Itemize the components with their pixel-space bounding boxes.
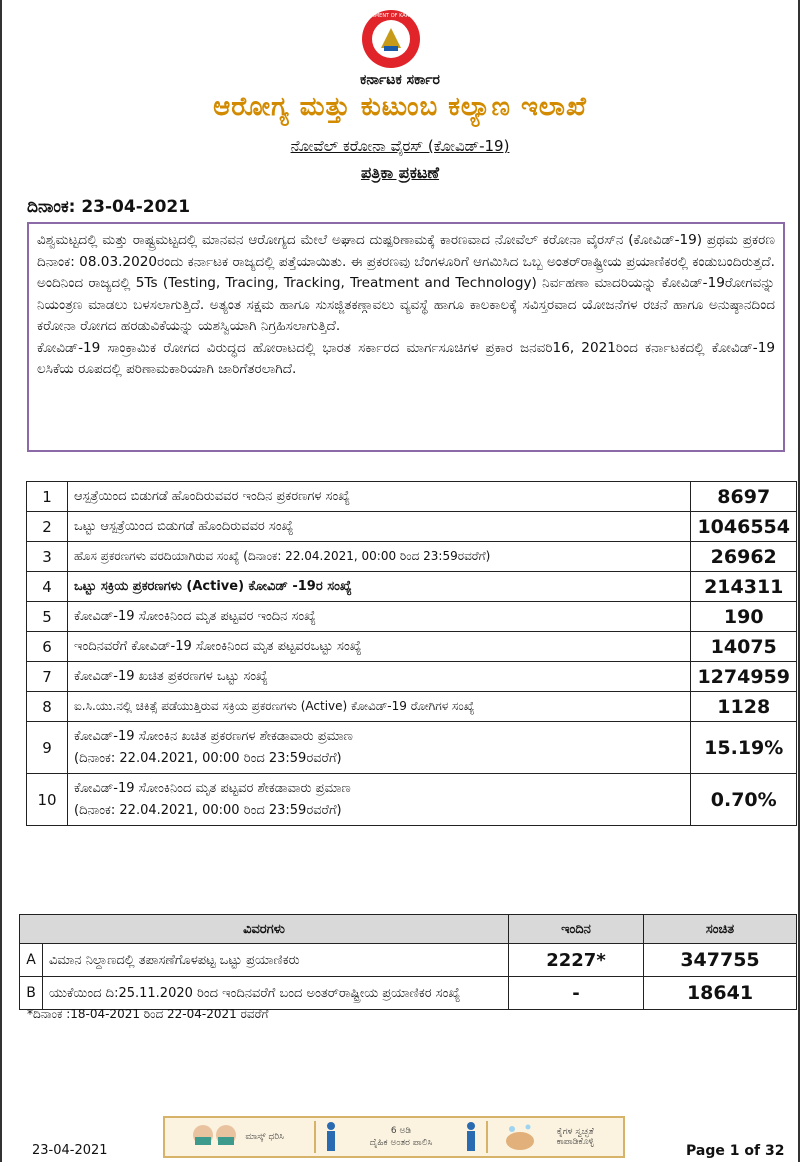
row-label-line-1: ಕೋವಿಡ್-19 ಸೋಂಕಿನ ಖಚಿತ ಪ್ರಕರಣಗಳ ಶೇಕಡಾವಾರು ಪ್ರಮಾಣ [74,728,353,744]
row-label: ಹೊಸ ಪ್ರಕರಣಗಳು ವರದಿಯಾಗಿರುವ ಸಂಖ್ಯೆ (ದಿನಾಂಕ: 22.04.2021, 00:00 ರಿಂದ 23:59ರವರೆಗೆ) [68,542,691,572]
stats-row [27,632,797,662]
row-value: 214311 [691,572,797,602]
stats-row [27,542,797,572]
airport-footnote: *ದಿನಾಂಕ :18-04-2021 ರಿಂದ 22-04-2021 ರವರೆಗೆ [27,1007,269,1021]
handwash-segment [488,1118,623,1156]
row-label-line-1: ಕೋವಿಡ್-19 ಸೋಂಕಿನಿಂದ ಮೃತ ಪಟ್ಟವರ ಶೇಕಡಾವಾರು ಪ್ರಮಾಣ [74,780,351,796]
row-label: ಇಂದಿನವರೆಗೆ ಕೋವಿಡ್-19 ಸೋಂಕಿನಿಂದ ಮೃತ ಪಟ್ಟವರಒಟ್ಟು ಸಂಖ್ಯೆ [68,632,691,662]
handwash-label: ಕೈಗಳ ಸ್ವಚ್ಛತೆ ಕಾಪಾಡಿಕೊಳ್ಳಿ [556,1127,595,1147]
airport-screening-table [19,914,797,1010]
row-total: 347755 [644,944,797,977]
row-today: 2227* [509,944,644,977]
row-value: 1046554 [691,512,797,542]
intro-paragraph-1: ವಿಶ್ವಮಟ್ಟದಲ್ಲಿ ಮತ್ತು ರಾಷ್ಟ್ರಮಟ್ಟದಲ್ಲಿ ಮಾನವನ ಆರೋಗ್ಯದ ಮೇಲೆ ಅಘಾದ ದುಷ್ಪರಿಣಾಮಕ್ಕೆ ಕಾರಣವಾದ ನೋವೆಲ್ ಕರೋನಾ ವೈರಸ್‌ನ (ಕೋವಿಡ್-19) ಪ್ರಥಮ ಪ್ರಕರಣ ದಿನಾಂಕ: 08.03.2020ರಂದು ಕರ್ನಾಟಕ ರಾಜ್ಯದಲ್ಲಿ ಪತ್ತೆಯಾಯಿತು. ಈ ಪ್ರಕರಣವು ಬೆಂಗಳೂರಿಗೆ ಆಗಮಿಸಿದ ಒಬ್ಬ ಅಂತರ್‌ರಾಷ್ಟ್ರೀಯ ಪ್ರಯಾಣಿಕರಲ್ಲಿ ಕಂಡುಬಂದಿರುತ್ತದೆ. ಅಂದಿನಿಂದ ರಾಜ್ಯದಲ್ಲಿ 5Ts (Testing, Tracing, Tracking, Treatment and Technology) ನಿರ್ವಹಣಾ ಮಾದರಿಯನ್ನು ಕೋವಿಡ್-19ರೋಗವನ್ನು ನಿಯಂತ್ರಣ ಮಾಡಲು ಬಳಸಲಾಗುತ್ತಿದೆ. ಅತ್ಯಂತ ಸಕ್ಷಮ ಹಾಗೂ ಸುಸಜ್ಜಿತಕಣ್ಗಾವಲು ವ್ಯವಸ್ಥೆ ಹಾಗೂ ಕಾಲಕಾಲಕ್ಕೆ ಸವಿಸ್ತರವಾದ ಯೋಜನೆಗಳ ರಚನೆ ಹಾಗೂ ಅನುಷ್ಠಾನದಿಂದ ಕರೋನಾ ರೋಗದ ಹರಡುವಿಕೆಯನ್ನು ಯಶಸ್ವಿಯಾಗಿ ನಿಗ್ರಹಿಸಲಾಗುತ್ತಿದೆ. [37,232,775,334]
airport-row [20,977,797,1010]
row-label: ಕೋವಿಡ್-19 ಸೋಂಕಿನಿಂದ ಮೃತ ಪಟ್ಟವರ ಇಂದಿನ ಸಂಖ್ಯೆ [68,602,691,632]
row-value: 1274959 [691,662,797,692]
subtitle: ನೋವೆಲ್ ಕರೋನಾ ವೈರಸ್ (ಕೋವಿಡ್-19) [290,137,510,155]
release-date [27,197,190,217]
row-label: ಐ.ಸಿ.ಯು.ನಲ್ಲಿ ಚಿಕಿತ್ಸೆ ಪಡೆಯುತ್ತಿರುವ ಸಕ್ರಿಯ ಪ್ರಕರಣಗಳು (Active) ಕೋವಿಡ್-19 ರೋಗಿಗಳ ಸಂಖ್ಯೆ [68,692,691,722]
row-value: 0.70% [691,774,797,826]
karnataka-emblem-icon [346,8,436,70]
date-value: 23-04-2021 [81,197,191,217]
intro-box [27,222,785,452]
stats-row [27,662,797,692]
row-id: B [20,977,43,1010]
row-value: 8697 [691,482,797,512]
airport-header-row [20,915,797,944]
press-release-title: ಪತ್ರಿಕಾ ಪ್ರಕಟಣೆ [360,163,440,182]
row-label [68,722,691,774]
row-value: 1128 [691,692,797,722]
row-number: 7 [27,662,68,692]
row-label: ಯುಕೆಯಿಂದ ದಿ:25.11.2020 ರಿಂದ ಇಂದಿನವರೆಗೆ ಬಂದ ಅಂತರ್‌ರಾಷ್ಟ್ರೀಯ ಪ್ರಯಾಣಿಕರ ಸಂಖ್ಯೆ [43,977,509,1010]
mask-segment [165,1118,314,1156]
airport-row [20,944,797,977]
row-number: 6 [27,632,68,662]
stats-row [27,722,797,774]
mask-face-icon [190,1121,240,1153]
row-number: 4 [27,572,68,602]
row-value: 26962 [691,542,797,572]
header-today: ಇಂದಿನ [509,915,644,944]
row-today: - [509,977,644,1010]
stats-row [27,572,797,602]
government-name: ಕರ್ನಾಟಕ ಸರ್ಕಾರ [360,72,440,88]
footer-date: 23-04-2021 [32,1143,108,1158]
stats-row [27,602,797,632]
row-number: 9 [27,722,68,774]
person-icon [464,1121,478,1153]
row-value: 190 [691,602,797,632]
row-label-line-2: (ದಿನಾಂಕ: 22.04.2021, 00:00 ರಿಂದ 23:59ರವರೆಗೆ) [74,802,342,818]
distance-bottom: ದೈಹಿಕ ಅಂತರ ಪಾಲಿಸಿ [369,1138,433,1148]
person-icon [324,1121,338,1153]
mask-label: ಮಾಸ್ಕ್ ಧರಿಸಿ [245,1132,284,1142]
stats-row [27,482,797,512]
handwash-icon [500,1121,540,1153]
stats-row [27,512,797,542]
row-label [68,774,691,826]
header-total: ಸಂಚಿತ [644,915,797,944]
row-value: 14075 [691,632,797,662]
distance-top: 6 ಅಡಿ [390,1126,412,1136]
emblem-text: GOVERNMENT OF KARNATAKA [353,13,429,19]
stats-row [27,774,797,826]
row-label-line-2: (ದಿನಾಂಕ: 22.04.2021, 00:00 ರಿಂದ 23:59ರವರೆಗೆ) [74,750,342,766]
intro-paragraph-2: ಕೋವಿಡ್-19 ಸಾಂಕ್ರಾಮಿಕ ರೋಗದ ವಿರುದ್ಧದ ಹೋರಾಟದಲ್ಲಿ ಭಾರತ ಸರ್ಕಾರದ ಮಾರ್ಗಸೂಚಿಗಳ ಪ್ರಕಾರ ಜನವರಿ16, 2021ರಿಂದ ಕರ್ನಾಟಕದಲ್ಲಿ ಕೋವಿಡ್-19 ಲಸಿಕೆಯ ರೂಪದಲ್ಲಿ ಪರಿಣಾಮಕಾರಿಯಾಗಿ ಜಾರಿಗೆತರಲಾಗಿದೆ. [37,339,775,377]
row-total: 18641 [644,977,797,1010]
row-label: ವಿಮಾನ ನಿಲ್ದಾಣದಲ್ಲಿ ತಪಾಸಣೆಗೊಳಪಟ್ಟ ಒಟ್ಟು ಪ್ರಯಾಣಿಕರು [43,944,509,977]
date-label: ದಿನಾಂಕ: [27,197,76,217]
header-details: ವಿವರಗಳು [20,915,509,944]
distance-text [370,1125,433,1149]
row-value: 15.19% [691,722,797,774]
row-number: 8 [27,692,68,722]
row-label: ಕೋವಿಡ್-19 ಖಚಿತ ಪ್ರಕರಣಗಳ ಒಟ್ಟು ಸಂಖ್ಯೆ [68,662,691,692]
row-label: ಒಟ್ಟು ಆಸ್ಪತ್ರೆಯಿಂದ ಬಿಡುಗಡೆ ಹೊಂದಿರುವವರ ಸಂಖ್ಯೆ [68,512,691,542]
row-label: ಒಟ್ಟು ಸಕ್ರಿಯ ಪ್ರಕರಣಗಳು (Active) ಕೋವಿಡ್ -19ರ ಸಂಖ್ಯೆ [68,572,691,602]
row-number: 3 [27,542,68,572]
page-number: Page 1 of 32 [686,1143,785,1159]
row-label: ಆಸ್ಪತ್ರೆಯಿಂದ ಬಿಡುಗಡೆ ಹೊಂದಿರುವವರ ಇಂದಿನ ಪ್ರಕರಣಗಳ ಸಂಖ್ಯೆ [68,482,691,512]
row-number: 10 [27,774,68,826]
row-number: 5 [27,602,68,632]
row-id: A [20,944,43,977]
distance-segment [316,1118,485,1156]
safety-banner [163,1116,625,1158]
row-number: 2 [27,512,68,542]
covid-stats-table [26,481,797,826]
row-number: 1 [27,482,68,512]
department-title: ಆರೋಗ್ಯ ಮತ್ತು ಕುಟುಂಬ ಕಲ್ಯಾಣ ಇಲಾಖೆ [213,92,587,122]
stats-row [27,692,797,722]
